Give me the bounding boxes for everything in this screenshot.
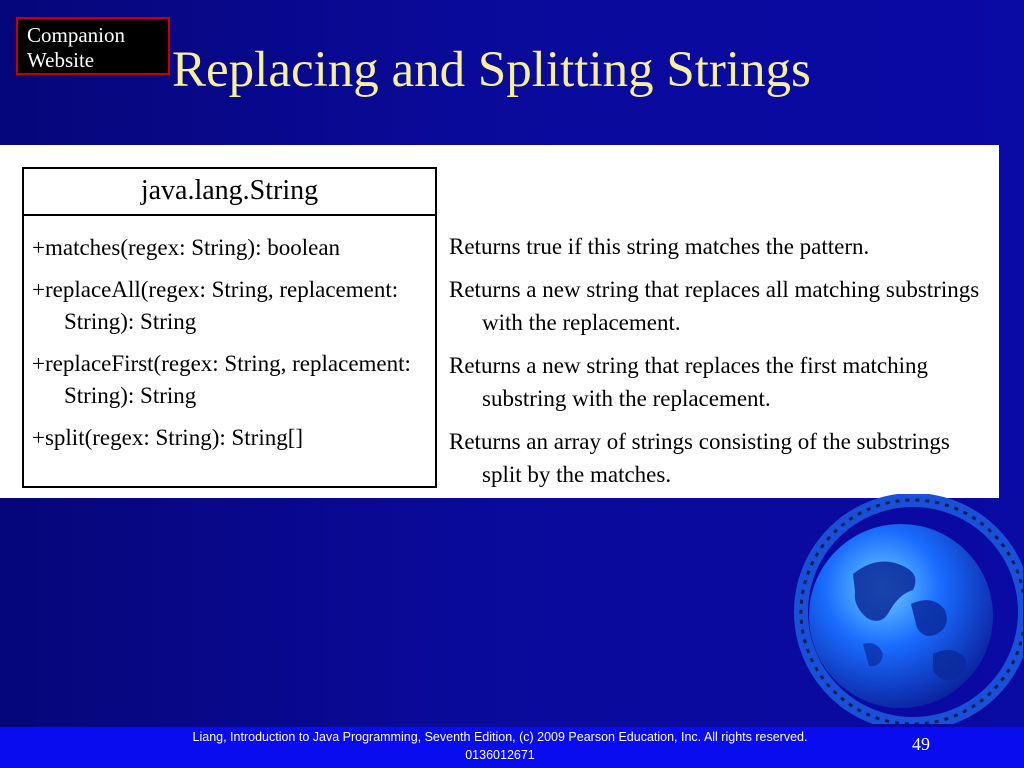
companion-website-link[interactable] — [16, 17, 170, 75]
slide-title: Replacing and Splitting Strings — [172, 42, 811, 98]
method-matches: +matches(regex: String): boolean — [32, 235, 341, 260]
companion-label-line1: Companion — [27, 23, 125, 47]
description-matches: Returns true if this string matches the pattern. — [449, 234, 870, 259]
uml-class-box — [22, 167, 437, 488]
uml-class-name: java.lang.String — [24, 169, 435, 216]
globe-icon — [793, 494, 1023, 724]
method-replace-all: +replaceAll(regex: String, replacement: String): String — [32, 277, 399, 334]
method-descriptions — [449, 230, 994, 501]
description-split: Returns an array of strings consisting of the substrings split by the matches. — [449, 429, 950, 487]
description-replace-first: Returns a new string that replaces the first matching substring with the replacement. — [449, 353, 929, 411]
method-replace-first: +replaceFirst(regex: String, replacement: String): String — [32, 351, 411, 408]
method-split: +split(regex: String): String[] — [32, 425, 304, 450]
companion-label-line2: Website — [27, 48, 95, 72]
description-replace-all: Returns a new string that replaces all matching substrings with the replacement. — [449, 277, 980, 335]
uml-method-list — [24, 216, 435, 454]
footer-copyright: Liang, Introduction to Java Programming, Seventh Edition, (c) 2009 Pearson Education, Inc. All rights reserved. 0136012671 — [192, 730, 808, 762]
page-number: 49 — [912, 734, 930, 754]
